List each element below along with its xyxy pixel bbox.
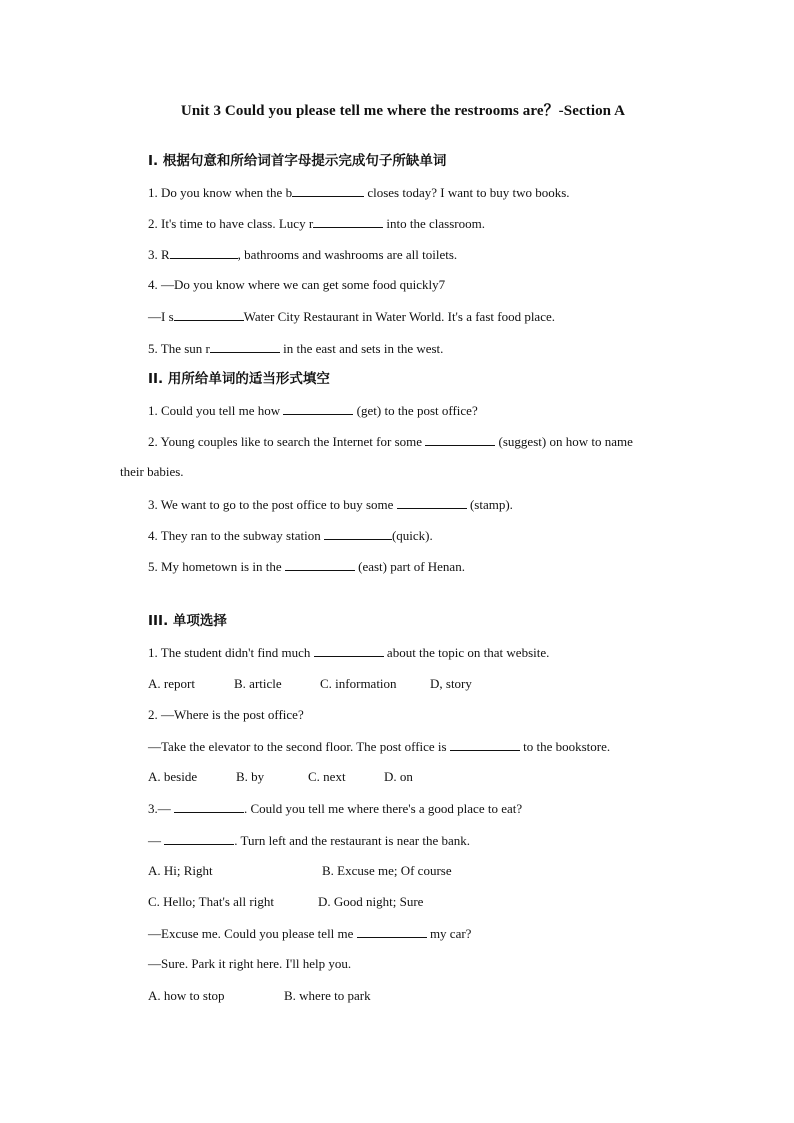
section-1-heading: I. 根据句意和所给词首字母提示完成句子所缺单词 [148,153,447,169]
answer-blank[interactable] [324,527,392,540]
s2-q3-text-post: (stamp). [466,497,513,512]
s3-q3b-text-post: . Turn left and the restaurant is near the bank. [234,833,470,848]
s3-q2b-text-pre: —Take the elevator to the second floor. The post office is [148,739,450,754]
answer-blank[interactable] [170,246,238,259]
s2-q2-text-post: (suggest) on how to name [495,434,633,449]
answer-blank[interactable] [397,496,467,509]
s3-question-3b [148,832,470,849]
s2-q5-text-post: (east) part of Henan. [354,559,465,574]
option-d[interactable]: D. on [384,769,413,784]
s1-question-3 [148,246,457,263]
s3-q3-options-row-1 [148,863,452,879]
s3-question-4b: —Sure. Park it right here. I'll help you. [148,956,352,971]
answer-blank[interactable] [357,925,427,938]
s1-q4b-text-pre: —I s [148,309,174,324]
option-d[interactable]: D, story [430,676,472,691]
s2-q1-text-pre: 1. Could you tell me how [148,403,284,418]
s1-q4b-text-post: Water City Restaurant in Water World. It's a fast food place. [243,309,555,324]
s3-question-2b [148,738,610,755]
s1-q2-text-post: into the classroom. [383,216,485,231]
option-c[interactable]: C. next [308,769,346,784]
s1-question-1 [148,184,570,201]
page-title: Unit 3 Could you please tell me where the restrooms are？-Section A [180,103,626,119]
s3-q1-text-pre: 1. The student didn't find much [148,645,314,660]
answer-blank[interactable] [164,832,234,845]
s2-question-2b: their babies. [120,464,184,479]
s2-question-1 [148,402,478,419]
s3-question-3a [148,800,522,817]
option-d[interactable]: D. Good night; Sure [318,894,424,909]
option-a[interactable]: A. beside [148,769,198,784]
s1-q1-text-pre: 1. Do you know when the b [148,185,293,200]
answer-blank[interactable] [210,340,280,353]
s2-q4-text-pre: 4. They ran to the subway station [148,528,324,543]
s3-q4-options [148,988,371,1004]
s2-q5-text-pre: 5. My hometown is in the [148,559,285,574]
s2-q2-text-pre: 2. Young couples like to search the Internet for some [148,434,426,449]
s1-q2-text-pre: 2. It's time to have class. Lucy r [148,216,314,231]
option-b[interactable]: B. article [234,676,282,691]
section-3-heading: III. 单项选择 [148,613,227,629]
s3-q1-options [148,676,472,692]
section-2-heading: II. 用所给单词的适当形式填空 [148,371,330,387]
s1-q3-text-post: , bathrooms and washrooms are all toilets. [237,247,458,262]
s3-q2-options [148,769,413,785]
s2-q4-text-post: (quick). [391,528,433,543]
s3-question-2a: 2. —Where is the post office? [148,707,304,722]
s3-q3b-text-pre: — [148,833,165,848]
s2-q3-text-pre: 3. We want to go to the post office to buy some [148,497,397,512]
s2-question-3 [148,496,513,513]
option-a[interactable]: A. report [148,676,195,691]
s1-q5-text-post: in the east and sets in the west. [279,341,444,356]
s2-question-4 [148,527,433,544]
s3-question-1 [148,644,549,661]
s3-q2b-text-post: to the bookstore. [519,739,611,754]
s1-q3-text-pre: 3. R [148,247,170,262]
s3-q4a-text-pre: —Excuse me. Could you please tell me [148,926,357,941]
s3-q3a-text-post: . Could you tell me where there's a good place to eat? [244,801,523,816]
answer-blank[interactable] [174,308,244,321]
option-b[interactable]: B. where to park [284,988,371,1003]
s3-q3-options-row-2 [148,894,423,910]
option-a[interactable]: A. Hi; Right [148,863,213,878]
option-c[interactable]: C. information [320,676,397,691]
answer-blank[interactable] [285,558,355,571]
s2-question-5 [148,558,465,575]
answer-blank[interactable] [283,402,353,415]
answer-blank[interactable] [450,738,520,751]
s3-q4a-text-post: my car? [426,926,472,941]
option-b[interactable]: B. by [236,769,265,784]
s3-q1-text-post: about the topic on that website. [383,645,550,660]
answer-blank[interactable] [314,644,384,657]
answer-blank[interactable] [313,215,383,228]
s1-q5-text-pre: 5. The sun r [148,341,210,356]
s1-question-5 [148,340,443,357]
option-a[interactable]: A. how to stop [148,988,225,1003]
answer-blank[interactable] [174,800,244,813]
s1-q1-text-post: closes today? I want to buy two books. [364,185,570,200]
option-b[interactable]: B. Excuse me; Of course [322,863,452,878]
s1-question-2 [148,215,485,232]
s2-q1-text-post: (get) to the post office? [353,403,478,418]
s3-q3a-text-pre: 3.— [148,801,174,816]
s3-question-4a [148,925,471,942]
s1-question-4a: 4. —Do you know where we can get some food quickly7 [148,277,446,292]
option-c[interactable]: C. Hello; That's all right [148,894,274,909]
answer-blank[interactable] [292,184,364,197]
answer-blank[interactable] [425,433,495,446]
s1-question-4b [148,308,555,325]
s2-question-2a [148,433,633,450]
